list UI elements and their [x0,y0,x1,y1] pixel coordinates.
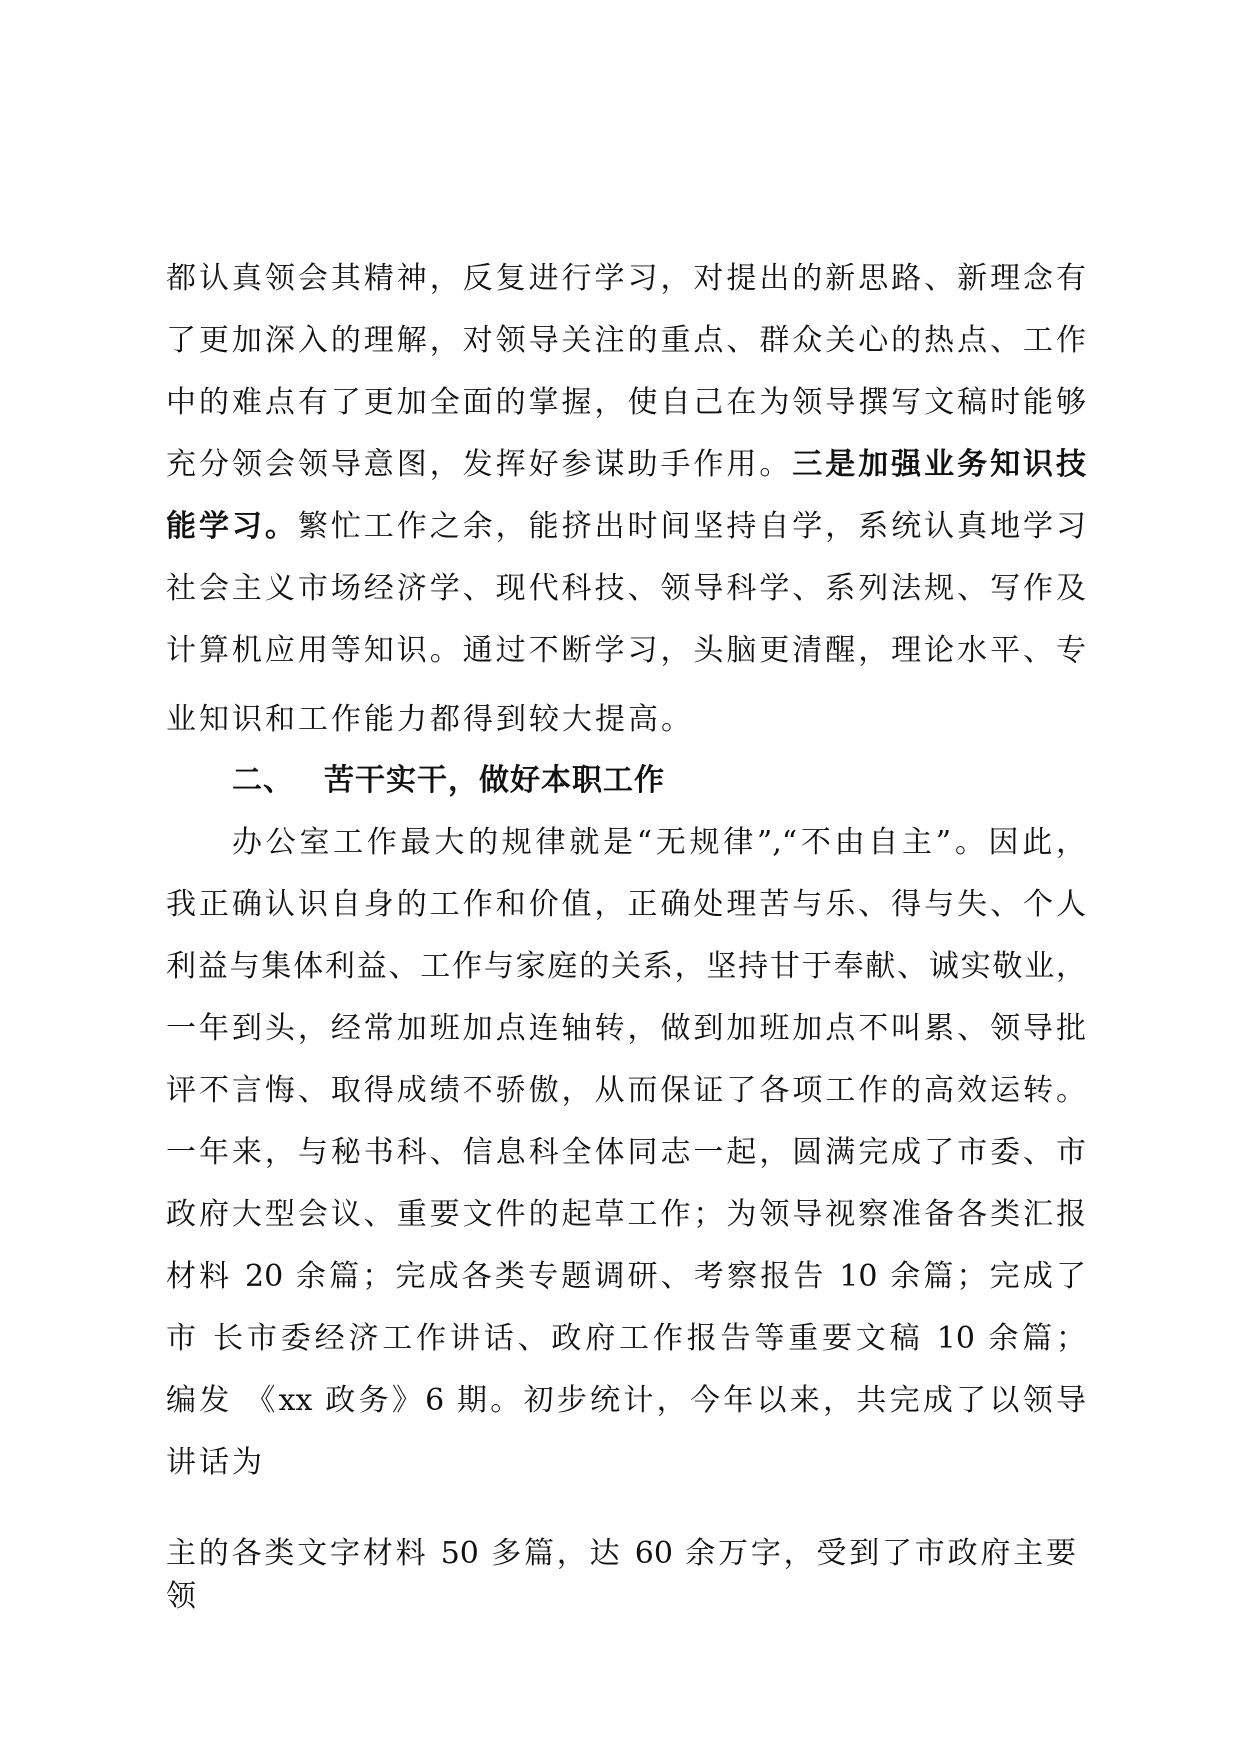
bold-lead-phrase: 能学习。 [166,509,298,544]
paragraph-line: 讲话为 [166,1445,265,1480]
paragraph-line: 利益与集体利益、工作与家庭的关系，坚持甘于奉献、诚实敬业， [166,949,1086,984]
bold-lead-phrase: 三是加强业务知识技 [792,447,1087,482]
paragraph-line: 我正确认识自身的工作和价值，正确处理苦与乐、得与失、个人 [166,887,1086,922]
paragraph-line: 领 [166,1579,199,1614]
paragraph-line: 主的各类文字材料 50 多篇，达 60 余万字，受到了市政府主要 [166,1536,1076,1571]
section-heading [232,761,665,801]
paragraph-line: 材料 20 余篇；完成各类专题调研、考察报告 10 余篇；完成了 [166,1259,1086,1294]
paragraph-line: 办公室工作最大的规律就是“无规律”,“不由自主”。因此， [232,825,1086,860]
paragraph-line: 一年来，与秘书科、信息科全体同志一起，圆满完成了市委、市 [166,1135,1086,1170]
paragraph-line: 社会主义市场经济学、现代科技、领导科学、系列法规、写作及 [166,571,1086,606]
paragraph-line [166,445,1086,485]
paragraph-line: 编发 《xx 政务》6 期。初步统计，今年以来，共完成了以领导 [166,1383,1086,1418]
paragraph-line: 都认真领会其精神，反复进行学习，对提出的新思路、新理念有 [166,261,1086,296]
paragraph-line: 评不言悔、取得成绩不骄傲，从而保证了各项工作的高效运转。 [166,1073,1086,1108]
section-title: 苦干实干，做好本职工作 [324,763,665,798]
paragraph-text: 繁忙工作之余，能挤出时间坚持自学，系统认真地学习 [297,509,1087,544]
paragraph-text: 充分领会领导意图，发挥好参谋助手作用。 [166,447,793,482]
paragraph-line: 市 长市委经济工作讲话、政府工作报告等重要文稿 10 余篇； [166,1321,1086,1356]
paragraph-line: 了更加深入的理解，对领导关注的重点、群众关心的热点、工作 [166,323,1086,358]
paragraph-line: 中的难点有了更加全面的掌握，使自己在为领导撰写文稿时能够 [166,385,1086,420]
paragraph-line: 业知识和工作能力都得到较大提高。 [166,702,694,737]
paragraph-line [166,507,1086,547]
paragraph-line: 计算机应用等知识。通过不断学习，头脑更清醒，理论水平、专 [166,633,1086,668]
paragraph-line: 政府大型会议、重要文件的起草工作；为领导视察准备各类汇报 [166,1197,1086,1232]
paragraph-line: 一年到头，经常加班加点连轴转，做到加班加点不叫累、领导批 [166,1011,1086,1046]
section-number: 二、 [232,763,294,798]
